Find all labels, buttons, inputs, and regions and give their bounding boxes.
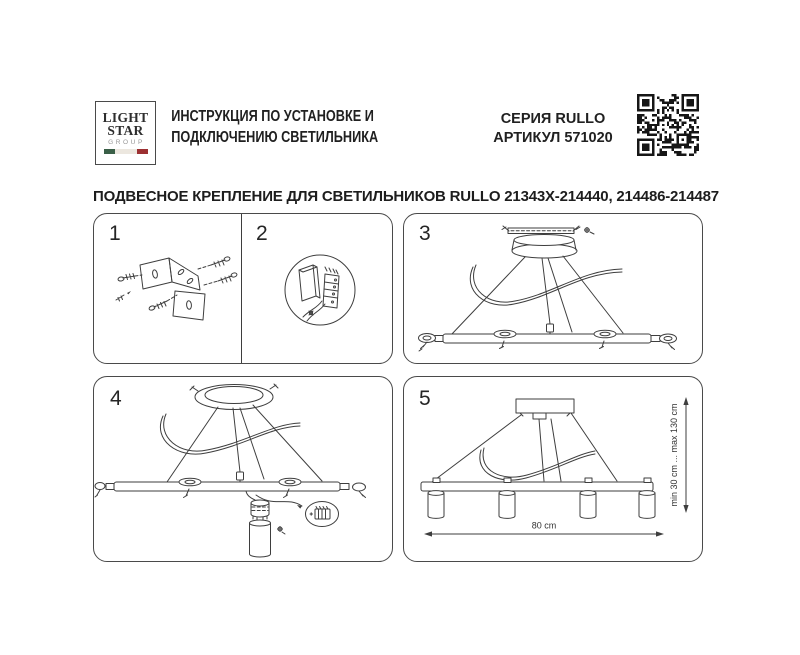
height-dimension	[669, 397, 689, 513]
panel-step-3	[403, 213, 703, 364]
flag-middle	[115, 149, 137, 155]
logo-star: STAR	[107, 122, 144, 138]
qr-code	[637, 94, 699, 156]
width-dimension-label: 80 cm	[531, 520, 557, 531]
series-article	[468, 110, 638, 148]
step-5-drawing	[404, 377, 702, 561]
logo-group: GROUP	[108, 139, 145, 146]
canopy-suspension-diagram	[419, 226, 677, 351]
bracket-diagram	[116, 256, 237, 320]
panel-steps-1-2	[93, 213, 393, 364]
step-1-number: 1	[109, 222, 121, 245]
logo-light: LIGHT	[102, 110, 149, 125]
step-2-number: 2	[256, 222, 268, 245]
lightstar-logo	[95, 101, 156, 165]
subtitle: ПОДВЕСНОЕ КРЕПЛЕНИЕ ДЛЯ СВЕТИЛЬНИКОВ RULLO 21343X-214440, 214486-214487	[93, 188, 719, 205]
wiring-detail-diagram	[285, 255, 355, 325]
panel-step-4	[93, 376, 393, 562]
logo-flag-stripe	[104, 149, 148, 155]
flag-green	[104, 149, 115, 155]
height-dimension-label: min 30 cm ... max 130 cm	[669, 403, 679, 507]
final-assembly-diagram	[421, 399, 655, 518]
step-3-number: 3	[419, 222, 431, 245]
series-label: СЕРИЯ RULLO	[500, 111, 606, 127]
steps-1-2-drawing	[94, 214, 392, 363]
flag-red	[137, 149, 148, 155]
title-line-1: ИНСТРУКЦИЯ ПО УСТАНОВКЕ И	[171, 108, 374, 125]
step-4-number: 4	[110, 387, 122, 410]
screw-direction-arrow-icon	[127, 291, 131, 294]
step-3-drawing	[404, 214, 702, 363]
step-4-drawing	[94, 377, 392, 561]
instruction-title	[171, 106, 379, 148]
title-line-2: ПОДКЛЮЧЕНИЮ СВЕТИЛЬНИКА	[171, 129, 379, 146]
step-5-number: 5	[419, 387, 431, 410]
width-dimension	[424, 521, 664, 537]
article-label: АРТИКУЛ 571020	[493, 130, 613, 146]
panel-step-5	[403, 376, 703, 562]
shade-attachment-diagram	[95, 384, 366, 557]
